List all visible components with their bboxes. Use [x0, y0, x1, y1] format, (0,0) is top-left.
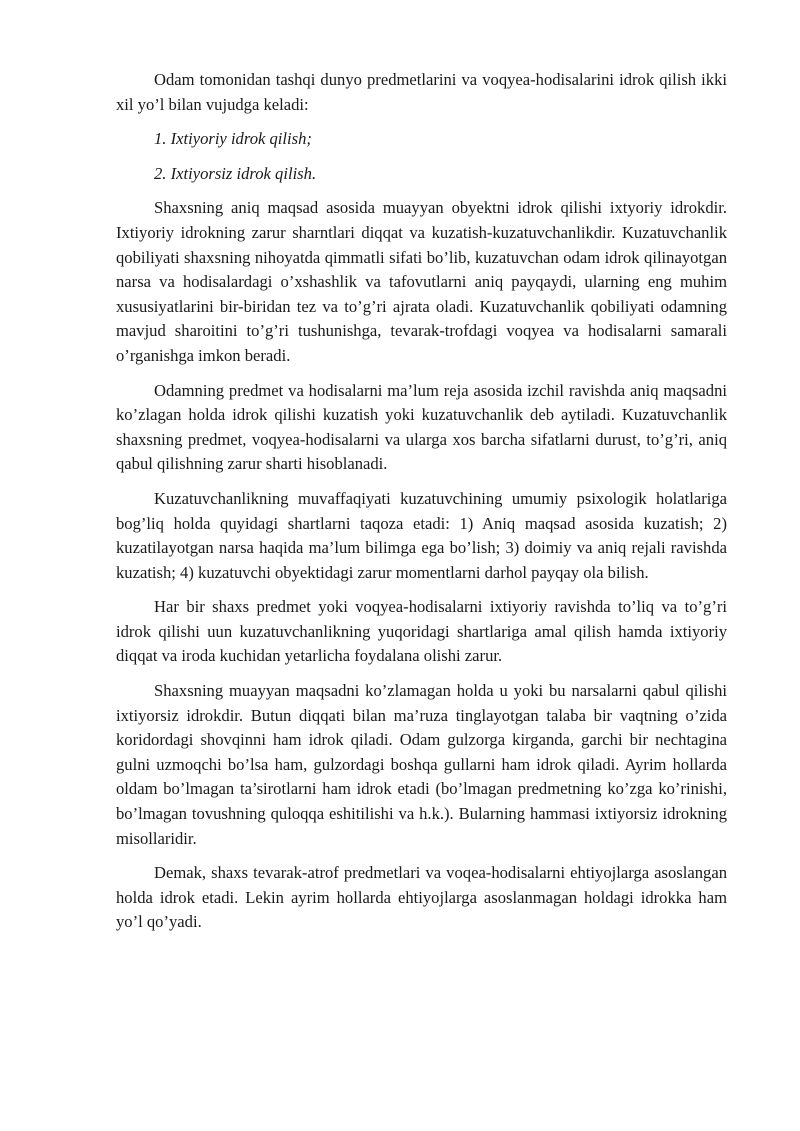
paragraph-conclusion: Demak, shaxs tevarak-atrof predmetlari va voqea-hodisalarni ehtiyojlarga asoslangan holda idrok etadi. Lekin ayrim hollarda ehtiyojlarga asoslanmagan holdagi idrokka ham yo’l qo’yadi.: [116, 863, 727, 932]
intro-paragraph: Odam tomonidan tashqi dunyo predmetlarini va voqyea-hodisalarini idrok qilish ikki xil yo’l bilan vujudga keladi:: [116, 70, 727, 114]
document-page: [116, 68, 727, 945]
paragraph-full-perception: Har bir shaxs predmet yoki voqyea-hodisalarni ixtiyoriy ravishda to’liq va to’g’ri idrok qilishi uun kuzatuvchanlikning yuqoridagi shartlariga amal qilish hamda ixtiyoriy diqqat va iroda kuchidan yetarlicha foydalana olishi zarur.: [116, 597, 727, 666]
paragraph-observation-definition: Odamning predmet va hodisalarni ma’lum reja asosida izchil ravishda aniq maqsadni ko’zlagan holda idrok qilishi kuzatish yoki kuzatuvchanlik deb aytiladi. Kuzatuvchanlik shaxsning predmet, voqyea-hodisalarni va ularga xos barcha sifatlarni durust, to’g’ri, aniq qabul qilishning zarur sharti hisoblanadi.: [116, 380, 727, 474]
list-item-involuntary-perception: 2. Ixtiyorsiz idrok qilish.: [154, 163, 317, 183]
list-item-voluntary-perception: 1. Ixtiyoriy idrok qilish;: [154, 129, 312, 149]
paragraph-voluntary-perception: Shaxsning aniq maqsad asosida muayyan obyektni idrok qilishi ixtyoriy idrokdir. Ixtiyoriy idrokning zarur sharntlari diqqat va kuzatish-kuzatuvchanlikdir. Kuzatuvchanlik qobiliyati shaxsning nihoyatda qimmatli sifati bo’lib, kuzatuvchan odam idrok qilinayotgan narsa va hodisalardagi o’xshashlik va tafovutlarni aniq payqaydi, ularning eng muhim xususiyatlarini bir-biridan tez va to’g’ri ajrata oladi. Kuzatuvchanlik qobiliyati odamning mavjud sharoitini to’g’ri tushunishga, tevarak-trofdagi voqyea va hodisalarni samarali o’rganishga imkon beradi.: [116, 198, 727, 365]
paragraph-involuntary-perception: Shaxsning muayyan maqsadni ko’zlamagan holda u yoki bu narsalarni qabul qilishi ixtiyorsiz idrokdir. Butun diqqati bilan ma’ruza tinglayotgan talaba bir vaqtning o’zida koridordagi shovqinni ham idrok qiladi. Odam gulzorga kirganda, garchi bir nechtagina gulni uzmoqchi bo’lsa ham, gulzordagi boshqa gullarni ham idrok qiladi. Ayrim hollarda oldam bo’lmagan ta’sirotlarni ham idrok etadi (bo’lmagan predmetning ko’zga ko’rinishi, bo’lmagan tovushning quloqqa eshitilishi va h.k.). Bularning hammasi ixtiyorsiz idrokning misollaridir.: [116, 681, 727, 848]
paragraph-observation-conditions: Kuzatuvchanlikning muvaffaqiyati kuzatuvchining umumiy psixologik holatlariga bog’liq holda quyidagi shartlarni taqoza etadi: 1) Aniq maqsad asosida kuzatish; 2) kuzatilayotgan narsa haqida ma’lum bilimga ega bo’lish; 3) doimiy va aniq rejali ravishda kuzatish; 4) kuzatuvchi obyektidagi zarur momentlarni darhol payqay ola bilish.: [116, 488, 727, 582]
